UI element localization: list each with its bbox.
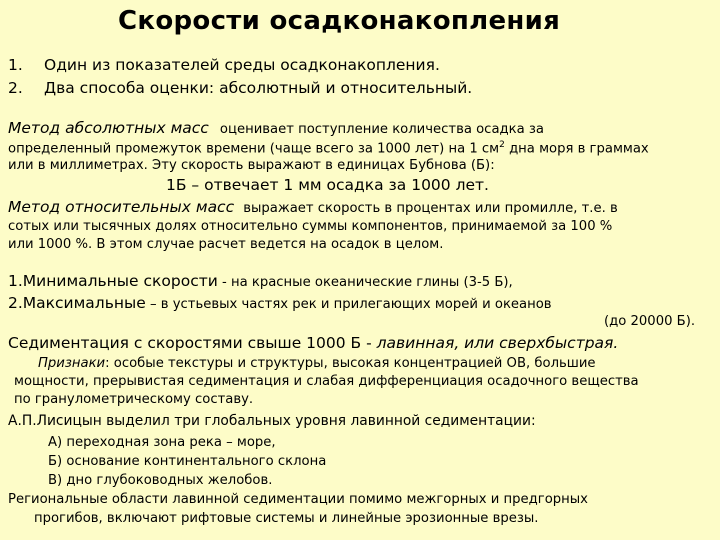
- min-speed-text: - на красные океанические глины (3-5 Б),: [217, 275, 513, 290]
- sedimentation-heading: [8, 334, 618, 352]
- abs-method-term: Метод абсолютных масс: [8, 119, 209, 137]
- list-item-text: Два способа оценки: абсолютный и относительный.: [44, 79, 473, 97]
- abs-method-line2: [8, 140, 649, 156]
- rel-method-term: Метод относительных масс: [8, 198, 235, 216]
- sedimentation-heading-italic: лавинная, или сверхбыстрая.: [376, 334, 619, 352]
- rel-method-line1: [8, 197, 618, 216]
- min-speed-line: [8, 271, 513, 290]
- regional-line2: прогибов, включают рифтовые системы и линейные эрозионные врезы.: [34, 511, 539, 526]
- sedimentation-heading-text: Седиментация с скоростями свыше 1000 Б -: [8, 334, 377, 352]
- level-item: А) переходная зона река – море,: [48, 435, 276, 450]
- rel-method-text: выражает скорость в процентах или промилле, т.е. в: [243, 201, 618, 216]
- level-item: Б) основание континентального склона: [48, 454, 327, 469]
- signs-line1: [38, 356, 596, 371]
- max-speed-text: – в устьевых частях рек и прилегающих морей и океанов: [145, 297, 552, 312]
- regional-line1: Региональные области лавинной седиментации помимо межгорных и предгорных: [8, 492, 588, 507]
- max-speed-line: [8, 293, 552, 312]
- max-speed-end: (до 20000 Б).: [604, 314, 696, 329]
- rel-method-line3: или 1000 %. В этом случае расчет ведется на осадок в целом.: [8, 237, 444, 252]
- list-item-number: 1.: [8, 56, 23, 74]
- list-item-number: 2.: [8, 79, 23, 97]
- signs-line3: по гранулометрическому составу.: [14, 392, 254, 407]
- signs-text: : особые текстуры и структуры, высокая концентрацией ОВ, большие: [105, 356, 596, 371]
- max-speed-label: 2.Максимальные: [8, 294, 146, 312]
- abs-method-line3: или в миллиметрах. Эту скорость выражают в единицах Бубнова (Б):: [8, 158, 495, 173]
- abs-method-line2-text: определенный промежуток времени (чаще всего за 1000 лет) на 1 см: [8, 141, 500, 157]
- signs-line2: мощности, прерывистая седиментация и слабая дифференциация осадочного вещества: [14, 374, 639, 389]
- page-title: Скорости осадконакопления: [118, 6, 561, 36]
- superscript: 2: [499, 140, 505, 150]
- rel-method-line2: сотых или тысячных долях относительно суммы компонентов, принимаемой за 100 %: [8, 219, 613, 234]
- abs-method-line1: [8, 118, 544, 137]
- abs-method-text: оценивает поступление количества осадка за: [219, 122, 544, 137]
- signs-label: Признаки: [38, 356, 106, 371]
- list-item-text: Один из показателей среды осадконакопления.: [44, 56, 440, 74]
- min-speed-label: 1.Минимальные скорости: [8, 272, 218, 290]
- list-item-1: [8, 56, 440, 74]
- bubnov-formula: 1Б – отвечает 1 мм осадка за 1000 лет.: [166, 176, 489, 194]
- abs-method-line2-end: дна моря в граммах: [504, 141, 649, 157]
- lisitsyn-heading: А.П.Лисицын выделил три глобальных уровня лавинной седиментации:: [8, 413, 536, 429]
- level-item: В) дно глубоководных желобов.: [48, 473, 273, 488]
- list-item-2: [8, 79, 472, 97]
